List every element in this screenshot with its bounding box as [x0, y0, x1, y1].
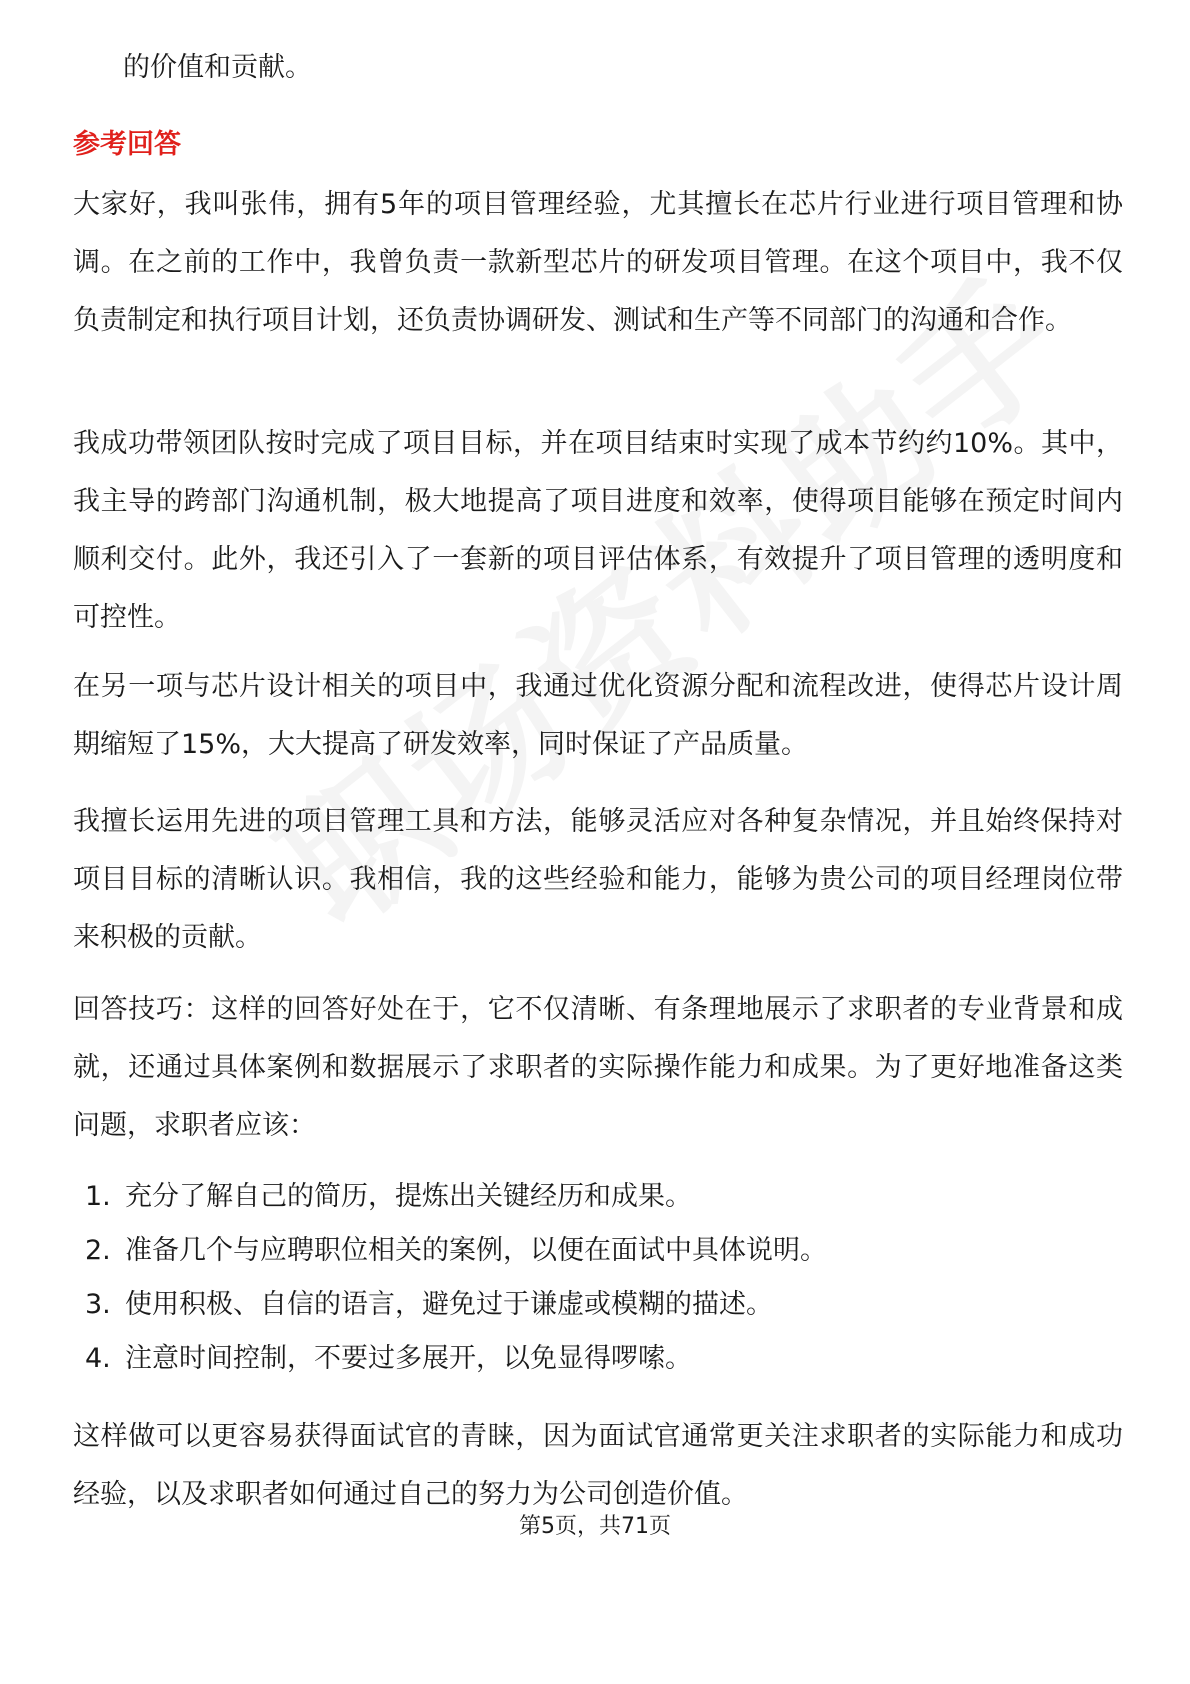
- list-item-number: 2.: [85, 1235, 111, 1266]
- answer-paragraph-3: 在另一项与芯片设计相关的项目中，我通过优化资源分配和流程改进，使得芯片设计周期缩短了15%，大大提高了研发效率，同时保证了产品质量。: [73, 671, 1123, 760]
- tips-list: [73, 1170, 1123, 1386]
- answer-paragraph-4: 我擅长运用先进的项目管理工具和方法，能够灵活应对各种复杂情况，并且始终保持对项目目标的清晰认识。我相信，我的这些经验和能力，能够为贵公司的项目经理岗位带来积极的贡献。: [73, 806, 1123, 953]
- list-item-number: 4.: [85, 1343, 111, 1374]
- list-item: [73, 1278, 1123, 1332]
- list-item-number: 3.: [85, 1289, 111, 1320]
- answer-paragraph-1: 大家好，我叫张伟，拥有5年的项目管理经验，尤其擅长在芯片行业进行项目管理和协调。在之前的工作中，我曾负责一款新型芯片的研发项目管理。在这个项目中，我不仅负责制定和执行项目计划，还负责协调研发、测试和生产等不同部门的沟通和合作。: [73, 189, 1123, 336]
- answer-paragraph-2: 我成功带领团队按时完成了项目目标，并在项目结束时实现了成本节约约10%。其中，我主导的跨部门沟通机制，极大地提高了项目进度和效率，使得项目能够在预定时间内顺利交付。此外，我还引入了一套新的项目评估体系，有效提升了项目管理的透明度和可控性。: [73, 428, 1123, 633]
- closing-paragraph: 这样做可以更容易获得面试官的青睐，因为面试官通常更关注求职者的实际能力和成功经验，以及求职者如何通过自己的努力为公司创造价值。: [73, 1421, 1123, 1510]
- list-item-text: 注意时间控制，不要过多展开，以免显得啰嗦。: [125, 1343, 692, 1374]
- continued-text: 的价值和贡献。: [123, 52, 312, 83]
- list-item: [73, 1224, 1123, 1278]
- list-item: [73, 1332, 1123, 1386]
- list-item-text: 充分了解自己的简历，提炼出关键经历和成果。: [125, 1181, 692, 1212]
- tips-paragraph: 回答技巧：这样的回答好处在于，它不仅清晰、有条理地展示了求职者的专业背景和成就，还通过具体案例和数据展示了求职者的实际操作能力和成果。为了更好地准备这类问题，求职者应该：: [73, 994, 1123, 1141]
- list-item-number: 1.: [85, 1181, 111, 1212]
- page-number-footer: 第5页，共71页: [519, 1514, 671, 1539]
- list-item: [73, 1170, 1123, 1224]
- list-item-text: 使用积极、自信的语言，避免过于谦虚或模糊的描述。: [125, 1289, 773, 1320]
- section-title: 参考回答: [73, 129, 181, 160]
- list-item-text: 准备几个与应聘职位相关的案例，以便在面试中具体说明。: [125, 1235, 827, 1266]
